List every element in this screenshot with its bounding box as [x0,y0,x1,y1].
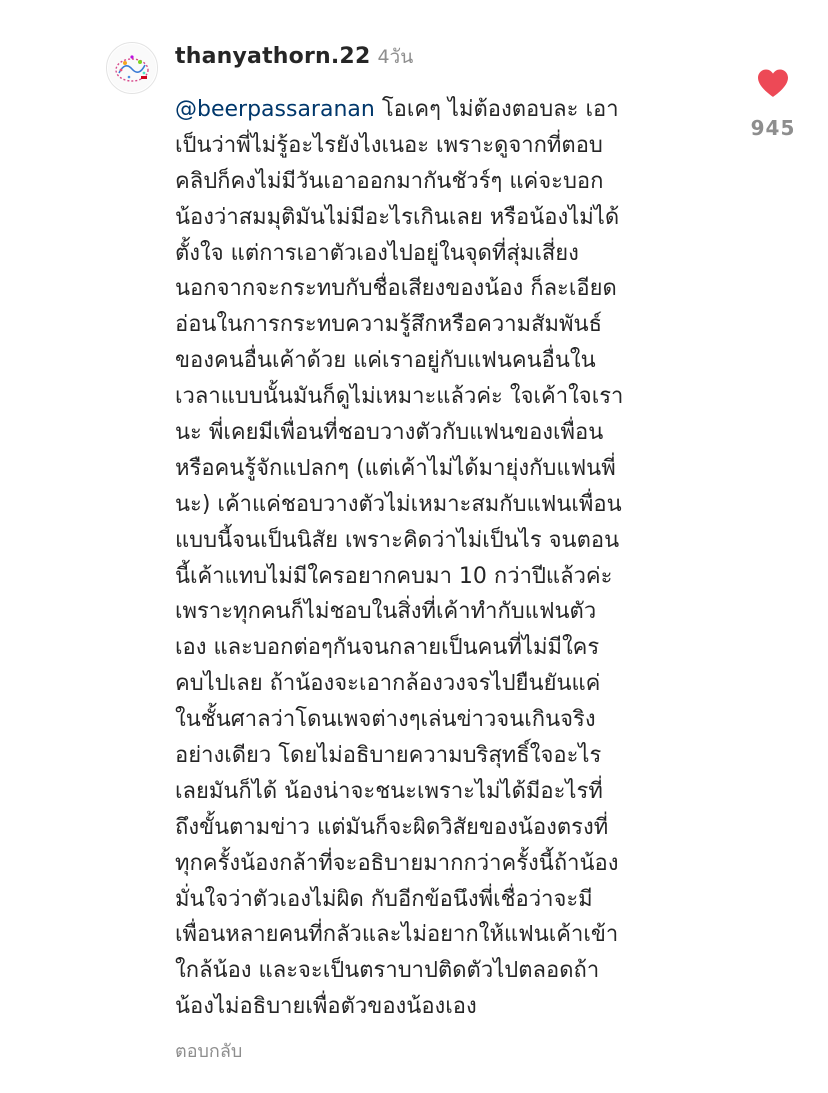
reply-button[interactable]: ตอบกลับ [175,1041,243,1062]
comment-line: อย่างเดียว โดยไม่อธิบายความบริสุทธิ์ใจอะไร [175,743,602,769]
comment-line: เพื่อนหลายคนที่กลัวและไม่อยากให้แฟนเค้าเข้า [175,922,619,948]
comment-line: คลิปก็คงไม่มีวันเอาออกมากันชัวร์ๆ แค่จะบอก [175,168,604,194]
comment-line: อ่อนในการกระทบความรู้สึกหรือความสัมพันธ์ [175,312,603,338]
comment-line: คบไปเลย ถ้าน้องจะเอากล้องวงจรไปยืนยันแค่ [175,671,601,697]
comment-content [175,42,720,1025]
comment-line: ตั้งใจ แต่การเอาตัวเองไปอยู่ในจุดที่สุ่มเสี่ยง [175,240,579,266]
comment-line-text: โอเคๆ ไม่ต้องตอบละ เอา [374,97,619,122]
comment-line: น้องไม่อธิบายเพื่อตัวของน้องเอง [175,994,477,1020]
comment-line: นี้เค้าแทบไม่มีใครอยากคบมา 10 กว่าปีแล้วค่ะ [175,563,613,589]
comment-line: มั่นใจว่าตัวเองไม่ผิด กับอีกข้อนึงพี่เชื่อว่าจะมี [175,886,593,912]
comment-line: ใกล้น้อง และจะเป็นตราบาปติดตัวไปตลอดถ้า [175,958,600,984]
comment-line: ถึงขั้นตามข่าว แต่มันก็จะผิดวิสัยของน้องตรงที่ [175,814,609,840]
like-count: 945 [750,116,796,140]
comment-line: เวลาแบบนั้นมันก็ดูไม่เหมาะแล้วค่ะ ใจเค้าใจเรา [175,384,624,410]
like-area [740,68,806,140]
comment-line: เลยมันก็ได้ น้องน่าจะชนะเพราะไม่ได้มีอะไรที่ [175,778,603,804]
comment-line: เพราะทุกคนก็ไม่ชอบในสิ่งที่เค้าทำกับแฟนตัว [175,599,597,625]
comment-line: เอง และบอกต่อๆกันจนกลายเป็นคนที่ไม่มีใคร [175,635,600,661]
username-link[interactable]: thanyathorn.22 [175,44,371,69]
avatar[interactable] [106,42,158,94]
comment-line: ในชั้นศาลว่าโดนเพจต่างๆเล่นข่าวจนเกินจริง [175,707,596,733]
comment-line: นอกจากจะกระทบกับชื่อเสียงของน้อง ก็ละเอียด [175,276,617,302]
comment-line-first [175,92,720,128]
comment-line: น้องว่าสมมุติมันไม่มีอะไรเกินเลย หรือน้องไม่ได้ [175,204,620,230]
comment-line: นะ) เค้าแค่ชอบวางตัวไม่เหมาะสมกับแฟนเพื่อน [175,491,622,517]
comment-timestamp: 4วัน [377,46,414,68]
comment-text [175,92,720,1025]
avatar-image [107,43,157,93]
comment-line: ของคนอื่นเค้าด้วย แค่เราอยู่กับแฟนคนอื่นใน [175,348,596,374]
comment-header [175,42,720,72]
comment-line: หรือคนรู้จักแปลกๆ (แต่เค้าไม่ได้มายุ่งกับแฟนพี่ [175,455,616,481]
comment-line: แบบนี้จนเป็นนิสัย เพราะคิดว่าไม่เป็นไร จนตอน [175,527,620,553]
comment-line: ทุกครั้งน้องกล้าที่จะอธิบายมากกว่าครั้งนี้ถ้าน้อง [175,850,619,876]
comment-line: นะ พี่เคยมีเพื่อนที่ชอบวางตัวกับแฟนของเพื่อน [175,420,604,446]
comment-line: เป็นว่าพี่ไม่รู้อะไรยังไงเนอะ เพราะดูจากที่ตอบ [175,132,603,158]
heart-icon[interactable] [756,68,790,98]
mention-link[interactable]: @beerpassaranan [175,97,375,122]
